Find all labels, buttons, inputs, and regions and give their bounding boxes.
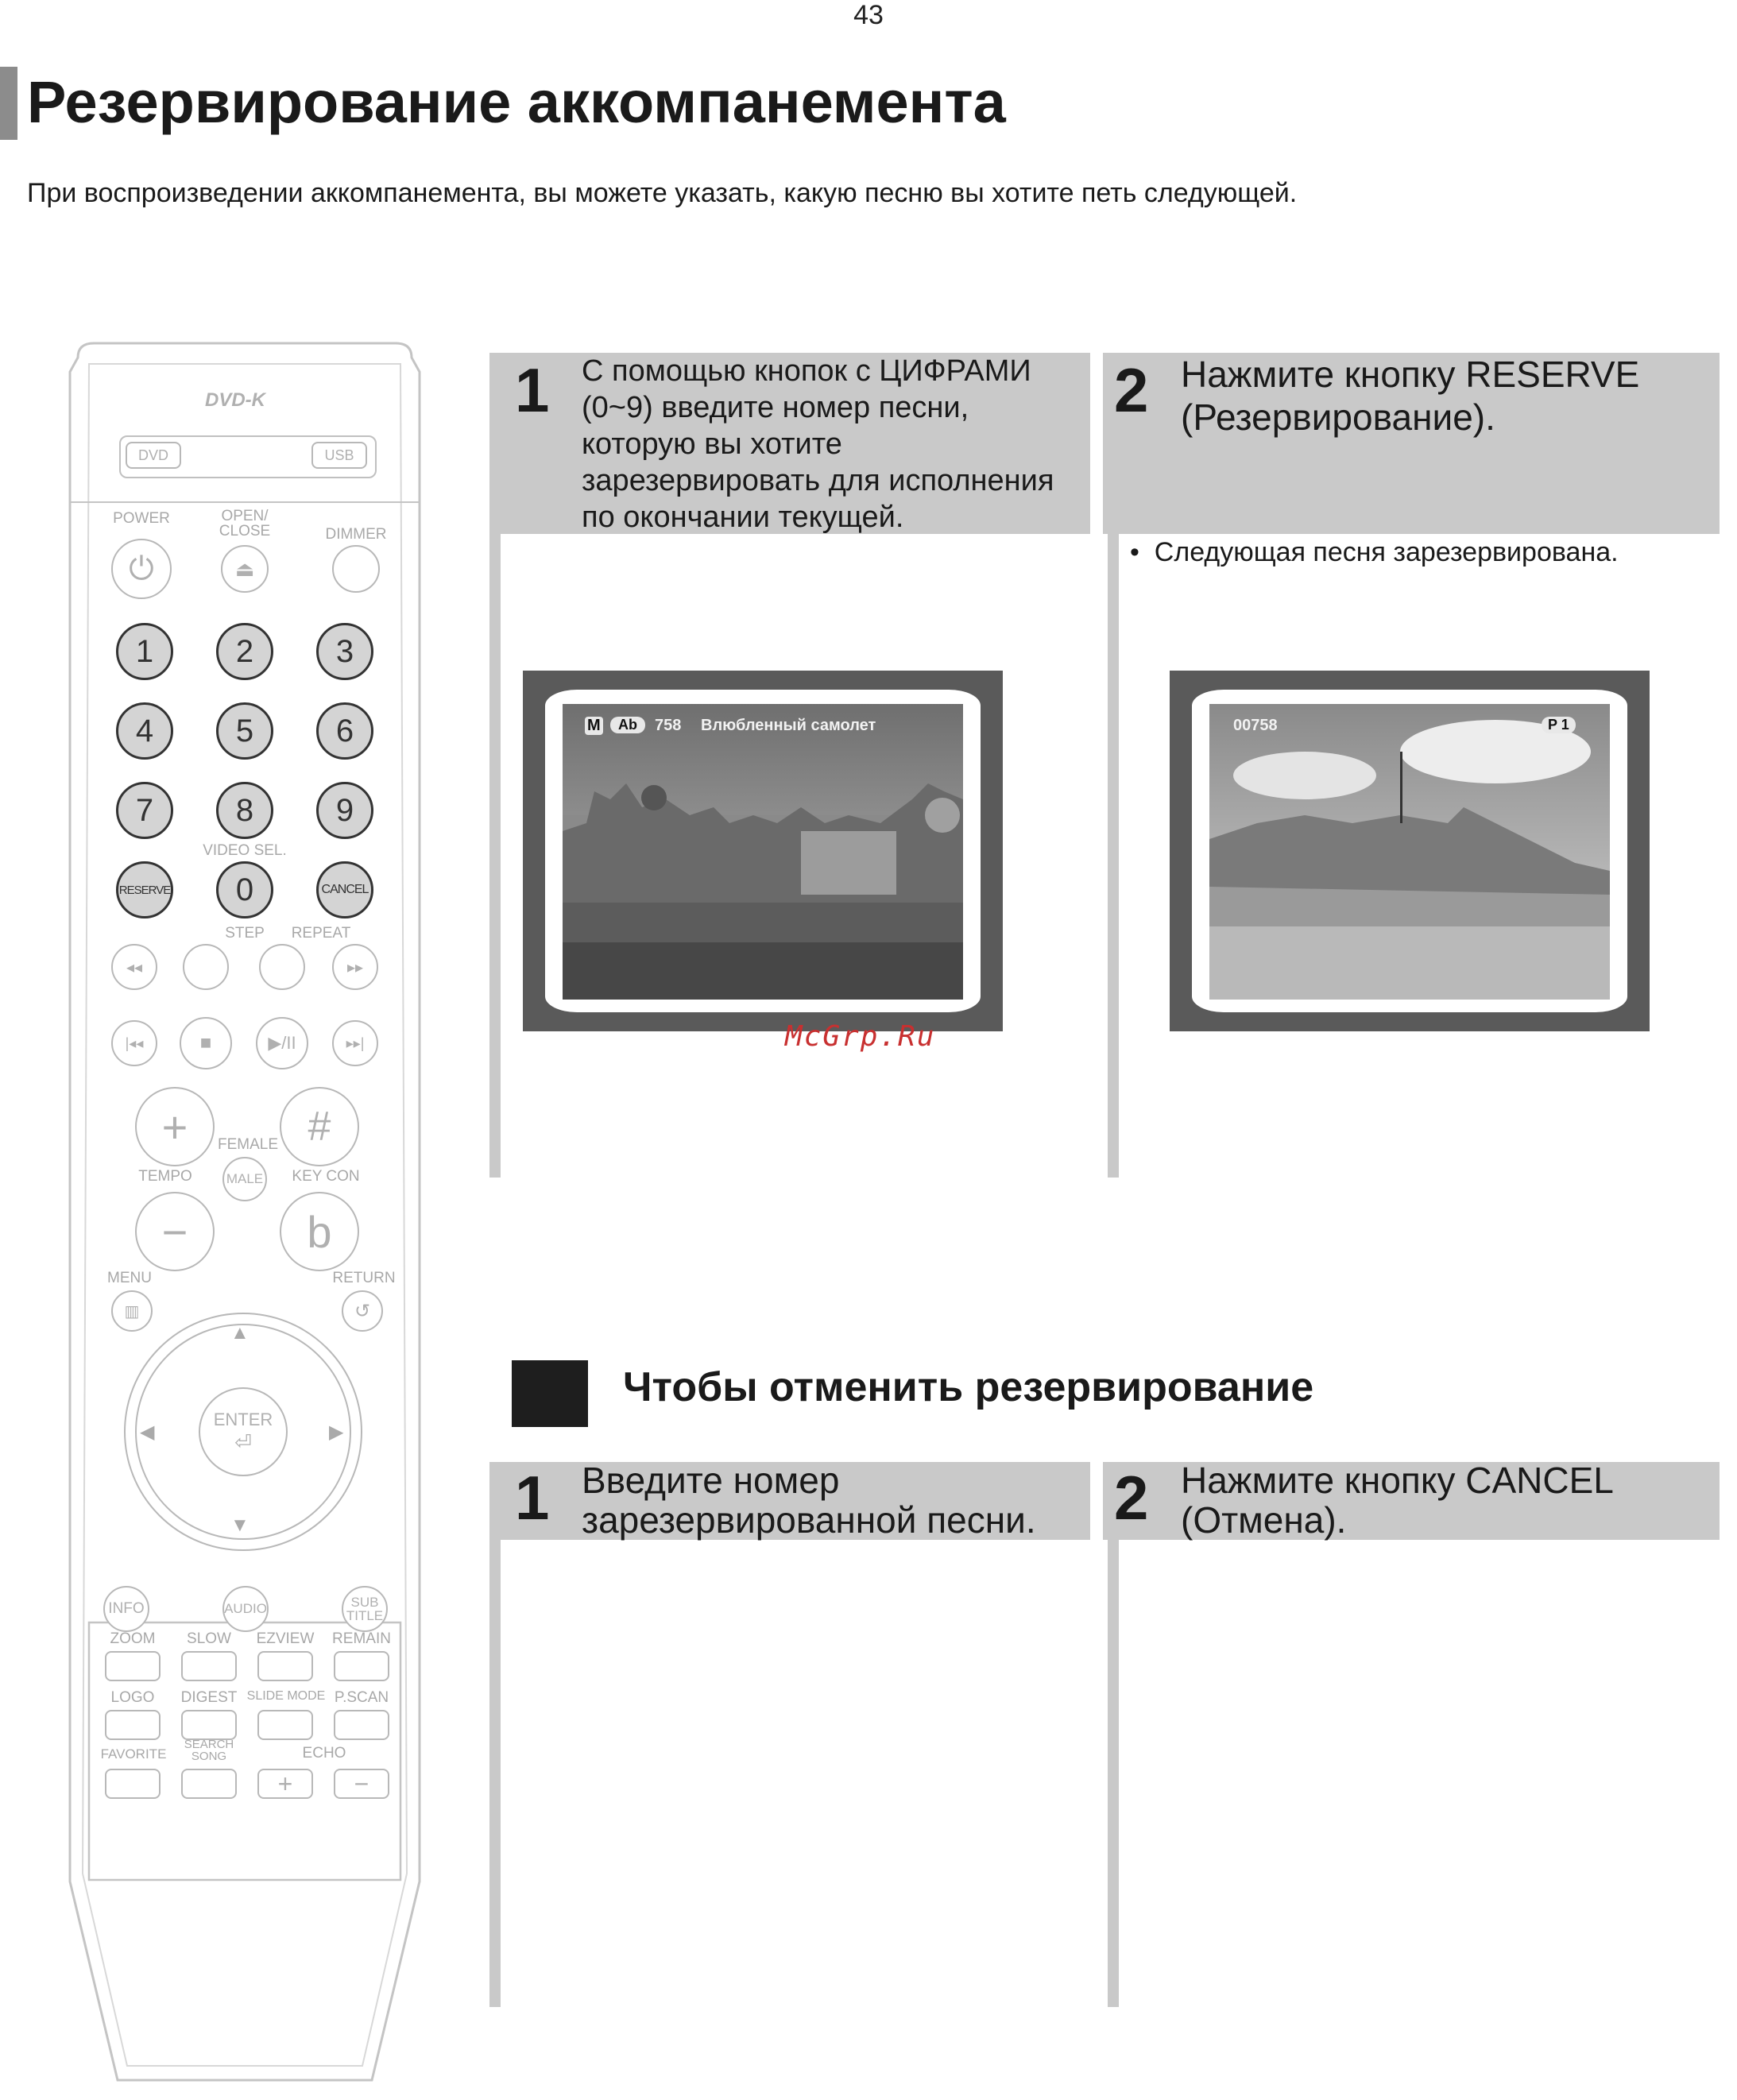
rewind-icon: ◂◂: [126, 958, 143, 977]
cancel-step-1-text: [582, 1460, 1036, 1540]
step-line: С помощью кнопок с ЦИФРАМИ: [582, 354, 1031, 388]
title-accent-bar: [0, 67, 17, 140]
favorite-button[interactable]: [105, 1769, 161, 1799]
step-line: зарезервировать для исполнения: [582, 464, 1054, 497]
bullet-text: Следующая песня зарезервирована.: [1154, 537, 1619, 567]
fast-forward-button[interactable]: [332, 944, 378, 990]
p-scan-button[interactable]: [334, 1710, 389, 1740]
previous-button[interactable]: [111, 1020, 157, 1066]
eject-icon: ⏏: [234, 556, 255, 581]
digit-0-button[interactable]: 0: [216, 861, 273, 919]
digest-label: DIGEST: [180, 1689, 238, 1706]
cancel-button[interactable]: CANCEL: [316, 861, 373, 919]
minus-icon: −: [354, 1769, 369, 1798]
reserve-step-2-stripe: [1108, 353, 1119, 1178]
tv-screen-1-image: [563, 704, 963, 1000]
search-song-label: SEARCH SONG: [184, 1738, 234, 1763]
stop-icon: ■: [199, 1032, 212, 1054]
play-pause-button[interactable]: [256, 1017, 308, 1069]
enter-button[interactable]: [199, 1387, 288, 1476]
cancel-step-2-number: 2: [1114, 1463, 1149, 1533]
dimmer-label: DIMMER: [325, 526, 387, 543]
digit-7-button[interactable]: 7: [116, 782, 173, 839]
remain-button[interactable]: [334, 1651, 389, 1681]
ezview-button[interactable]: [257, 1651, 313, 1681]
stop-button[interactable]: [180, 1017, 232, 1069]
step-line: которую вы хотите: [582, 427, 842, 461]
cancel-step-2-stripe: [1108, 1462, 1119, 2007]
cancel-step-1-number: 1: [515, 1463, 550, 1533]
reserve-step-2-bullet: [1130, 537, 1619, 568]
step-label: STEP: [225, 925, 265, 942]
reserve-step-1-stripe: [489, 353, 501, 1178]
reserve-button[interactable]: RESERVE: [116, 861, 173, 919]
sharp-icon: #: [308, 1104, 331, 1150]
next-button[interactable]: [332, 1020, 378, 1066]
power-button[interactable]: [111, 539, 172, 599]
p-scan-label: P.SCAN: [334, 1689, 389, 1706]
return-icon: ↺: [354, 1300, 371, 1322]
audio-button[interactable]: AUDIO: [222, 1586, 269, 1632]
logo-label: LOGO: [110, 1689, 155, 1706]
step-line: Введите номер: [582, 1460, 840, 1501]
page-number: 43: [853, 0, 884, 30]
remote-control: [62, 340, 427, 2088]
page-title: Резервирование аккомпанемента: [27, 69, 1006, 135]
dvd-button[interactable]: DVD: [126, 442, 181, 469]
nav-right-button[interactable]: ▶: [329, 1421, 344, 1443]
ezview-label: EZVIEW: [256, 1630, 315, 1647]
step-line: (Резервирование).: [1181, 396, 1495, 438]
menu-icon: ▥: [124, 1302, 140, 1321]
tempo-down-button[interactable]: [135, 1192, 215, 1271]
female-label: FEMALE: [217, 1136, 279, 1153]
info-button[interactable]: INFO: [103, 1586, 149, 1632]
osd-p-badge: [1542, 717, 1576, 733]
video-sel-label: VIDEO SEL.: [203, 842, 287, 859]
digit-6-button[interactable]: 6: [316, 702, 373, 760]
favorite-label: FAVORITE: [100, 1746, 167, 1762]
reserve-step-2-number: 2: [1114, 355, 1149, 425]
repeat-button[interactable]: [259, 944, 305, 990]
usb-button[interactable]: USB: [311, 442, 367, 469]
cancel-step-2-text: [1181, 1460, 1614, 1540]
osd-ab-badge: Ab: [610, 717, 645, 733]
zoom-button[interactable]: [105, 1651, 161, 1681]
digit-3-button[interactable]: 3: [316, 623, 373, 680]
digit-1-button[interactable]: 1: [116, 623, 173, 680]
step-line: зарезервированной песни.: [582, 1499, 1036, 1541]
power-label: POWER: [113, 510, 170, 527]
male-button[interactable]: MALE: [222, 1157, 267, 1201]
nav-left-button[interactable]: ◀: [140, 1421, 155, 1443]
slide-mode-label: SLIDE MODE: [246, 1689, 326, 1703]
watermark: McGrp.Ru: [785, 1020, 936, 1053]
cancel-section-title: Чтобы отменить резервирование: [623, 1364, 1314, 1410]
open-close-label: OPEN/ CLOSE: [219, 508, 271, 540]
digit-4-button[interactable]: 4: [116, 702, 173, 760]
logo-button[interactable]: [105, 1710, 161, 1740]
minus-icon: −: [161, 1206, 188, 1257]
remote-outline: [62, 340, 427, 2088]
step-line: Нажмите кнопку RESERVE: [1181, 354, 1640, 395]
osd-p-label: P: [1548, 717, 1557, 733]
remain-label: REMAIN: [332, 1630, 391, 1647]
key-sharp-button[interactable]: [280, 1087, 359, 1166]
osd-song-title: Влюбленный самолет: [701, 717, 876, 734]
tv-screen-2-image: [1209, 704, 1610, 1000]
osd-song-number: 758: [655, 717, 682, 734]
rewind-button[interactable]: [111, 944, 157, 990]
repeat-label: REPEAT: [291, 925, 351, 942]
cancel-step-1-stripe: [489, 1462, 501, 2007]
reserve-step-1-text: [582, 353, 1054, 536]
fortress-image: [1209, 704, 1610, 1000]
reserve-step-2-text: [1181, 353, 1639, 439]
subtitle-button[interactable]: SUB TITLE: [342, 1586, 388, 1632]
return-button[interactable]: [342, 1290, 383, 1332]
echo-label: ECHO: [302, 1745, 346, 1762]
digest-button[interactable]: [181, 1710, 237, 1740]
step-line: по окончании текущей.: [582, 501, 904, 534]
dimmer-button[interactable]: [332, 545, 380, 593]
menu-button[interactable]: [111, 1290, 153, 1332]
slow-button[interactable]: [181, 1651, 237, 1681]
step-line: Нажмите кнопку CANCEL: [1181, 1460, 1614, 1501]
nav-up-button[interactable]: ▲: [230, 1322, 250, 1344]
power-icon: ⏻: [129, 551, 154, 586]
slide-mode-button[interactable]: [257, 1710, 313, 1740]
step-line: (0~9) введите номер песни,: [582, 391, 969, 424]
zoom-label: ZOOM: [110, 1630, 156, 1647]
remote-logo: DVD-K: [205, 389, 265, 411]
digit-9-button[interactable]: 9: [316, 782, 373, 839]
fast-forward-icon: ▸▸: [346, 958, 364, 977]
intro-text: При воспроизведении аккомпанемента, вы можете указать, какую песню вы хотите петь следующей.: [27, 178, 1298, 208]
return-label: RETURN: [332, 1270, 396, 1286]
tempo-up-button[interactable]: [135, 1087, 215, 1166]
open-close-button[interactable]: [221, 545, 269, 593]
osd-p-count: 1: [1561, 717, 1569, 733]
tv-screen-2: [1170, 671, 1650, 1031]
key-flat-button[interactable]: [280, 1192, 359, 1271]
osd-counter: 00758: [1233, 717, 1278, 734]
slow-label: SLOW: [187, 1630, 231, 1647]
digit-8-button[interactable]: 8: [216, 782, 273, 839]
tv-screen-1: [523, 671, 1003, 1031]
osd-m-badge: M: [585, 717, 603, 735]
search-song-button[interactable]: [181, 1769, 237, 1799]
echo-down-button[interactable]: [334, 1769, 389, 1799]
echo-up-button[interactable]: [257, 1769, 313, 1799]
enter-icon: ⏎: [234, 1429, 252, 1454]
bullet-icon: •: [1130, 537, 1155, 567]
enter-label: ENTER: [213, 1409, 273, 1429]
reserve-step-1-number: 1: [515, 355, 550, 425]
digit-5-button[interactable]: 5: [216, 702, 273, 760]
plus-icon: +: [161, 1101, 188, 1152]
play-pause-icon: ▶/II: [268, 1033, 296, 1053]
plus-icon: +: [277, 1769, 293, 1798]
tempo-label: TEMPO: [138, 1168, 192, 1185]
step-line: (Отмена).: [1181, 1499, 1347, 1541]
menu-label: MENU: [107, 1270, 152, 1286]
previous-icon: |◂◂: [125, 1035, 144, 1051]
next-icon: ▸▸|: [346, 1035, 365, 1051]
key-con-label: KEY CON: [292, 1168, 360, 1185]
nav-down-button[interactable]: ▼: [230, 1514, 250, 1536]
cancel-section-marker: [512, 1360, 588, 1427]
valletta-skyline-image: [563, 704, 963, 1000]
flat-icon: b: [307, 1206, 332, 1257]
digit-2-button[interactable]: 2: [216, 623, 273, 680]
step-button[interactable]: [183, 944, 229, 990]
